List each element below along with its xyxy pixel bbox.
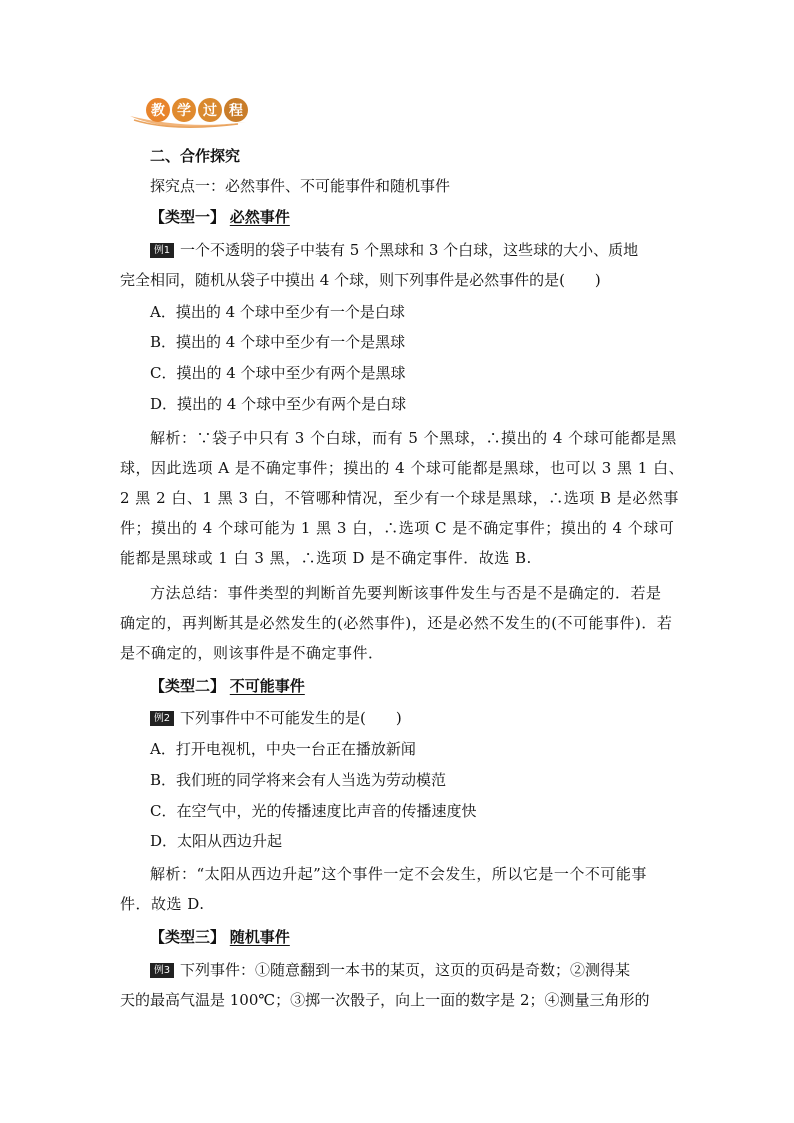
banner-char: 教	[146, 98, 170, 122]
ex1-summary-line: 方法总结：事件类型的判断首先要判断该事件发生与否是不是确定的．若是	[150, 584, 662, 602]
ex1-solution-line: 件；摸出的 4 个球可能为 1 黑 3 白，∴选项 C 是不确定事件；摸出的 4 个球可	[120, 519, 675, 537]
ex3-line1	[150, 960, 670, 980]
ex1-option-c: C．摸出的 4 个球中至少有两个是黑球	[150, 364, 406, 382]
type3-name: 随机事件	[229, 928, 290, 946]
example-badge: 例2	[150, 711, 174, 726]
ex1-text: 一个不透明的袋子中装有 5 个黑球和 3 个白球，这些球的大小、质地	[180, 241, 639, 259]
ex2-text: 下列事件中不可能发生的是( )	[180, 709, 402, 727]
ex3-text: 下列事件：①随意翻到一本书的某页，这页的页码是奇数；②测得某	[180, 961, 631, 979]
example-badge: 例3	[150, 963, 174, 978]
ex2-solution-line: 解析：“太阳从西边升起”这个事件一定不会发生，所以它是一个不可能事	[150, 865, 647, 883]
ex1-option-d: D．摸出的 4 个球中至少有两个是白球	[150, 395, 407, 413]
ex2-question	[150, 708, 670, 728]
type2-name: 不可能事件	[229, 677, 305, 695]
ex1-option-a: A．摸出的 4 个球中至少有一个是白球	[150, 303, 405, 321]
ex2-solution-line: 件．故选 D.	[120, 895, 205, 913]
type1-name: 必然事件	[229, 208, 290, 226]
type1-label: 【类型一】	[150, 208, 226, 226]
type2-heading	[150, 676, 670, 696]
section-banner	[128, 98, 243, 130]
banner-char: 学	[172, 98, 196, 122]
type2-label: 【类型二】	[150, 677, 226, 695]
section-title: 二、合作探究	[150, 147, 241, 165]
type3-label: 【类型三】	[150, 928, 226, 946]
ex2-option-a: A．打开电视机，中央一台正在播放新闻	[150, 740, 416, 758]
example-badge: 例1	[150, 243, 174, 258]
ex2-option-b: B．我们班的同学将来会有人当选为劳动模范	[150, 771, 447, 789]
banner-char: 过	[198, 98, 222, 122]
ex1-solution-line: 2 黑 2 白、1 黑 3 白，不管哪种情况，至少有一个球是黑球，∴选项 B 是必然事	[120, 489, 679, 507]
ex1-option-b: B．摸出的 4 个球中至少有一个是黑球	[150, 333, 406, 351]
ex2-option-d: D．太阳从西边升起	[150, 832, 283, 850]
banner-char: 程	[224, 98, 248, 122]
ex1-solution-line: 能都是黑球或 1 白 3 黑，∴选项 D 是不确定事件．故选 B.	[120, 549, 532, 567]
ex1-line2: 完全相同，随机从袋子中摸出 4 个球，则下列事件是必然事件的是( )	[120, 271, 601, 289]
banner-chars	[146, 98, 248, 122]
ex1-line1	[150, 240, 670, 260]
type3-heading	[150, 927, 670, 947]
ex1-solution-line: 解析：∵袋子中只有 3 个白球，而有 5 个黑球，∴摸出的 4 个球可能都是黑	[150, 429, 677, 447]
type1-heading	[150, 207, 670, 227]
ex2-option-c: C．在空气中，光的传播速度比声音的传播速度快	[150, 802, 477, 820]
ex1-summary-line: 是不确定的，则该事件是不确定事件．	[120, 644, 384, 662]
ex3-line2: 天的最高气温是 100℃；③掷一次骰子，向上一面的数字是 2；④测量三角形的	[120, 991, 650, 1009]
ex1-solution-line: 球，因此选项 A 是不确定事件；摸出的 4 个球可能都是黑球，也可以 3 黑 1 白、	[120, 459, 685, 477]
explore-point: 探究点一：必然事件、不可能事件和随机事件	[150, 177, 451, 195]
ex1-summary-line: 确定的，再判断其是必然发生的(必然事件)，还是必然不发生的(不可能事件)．若	[120, 614, 673, 632]
